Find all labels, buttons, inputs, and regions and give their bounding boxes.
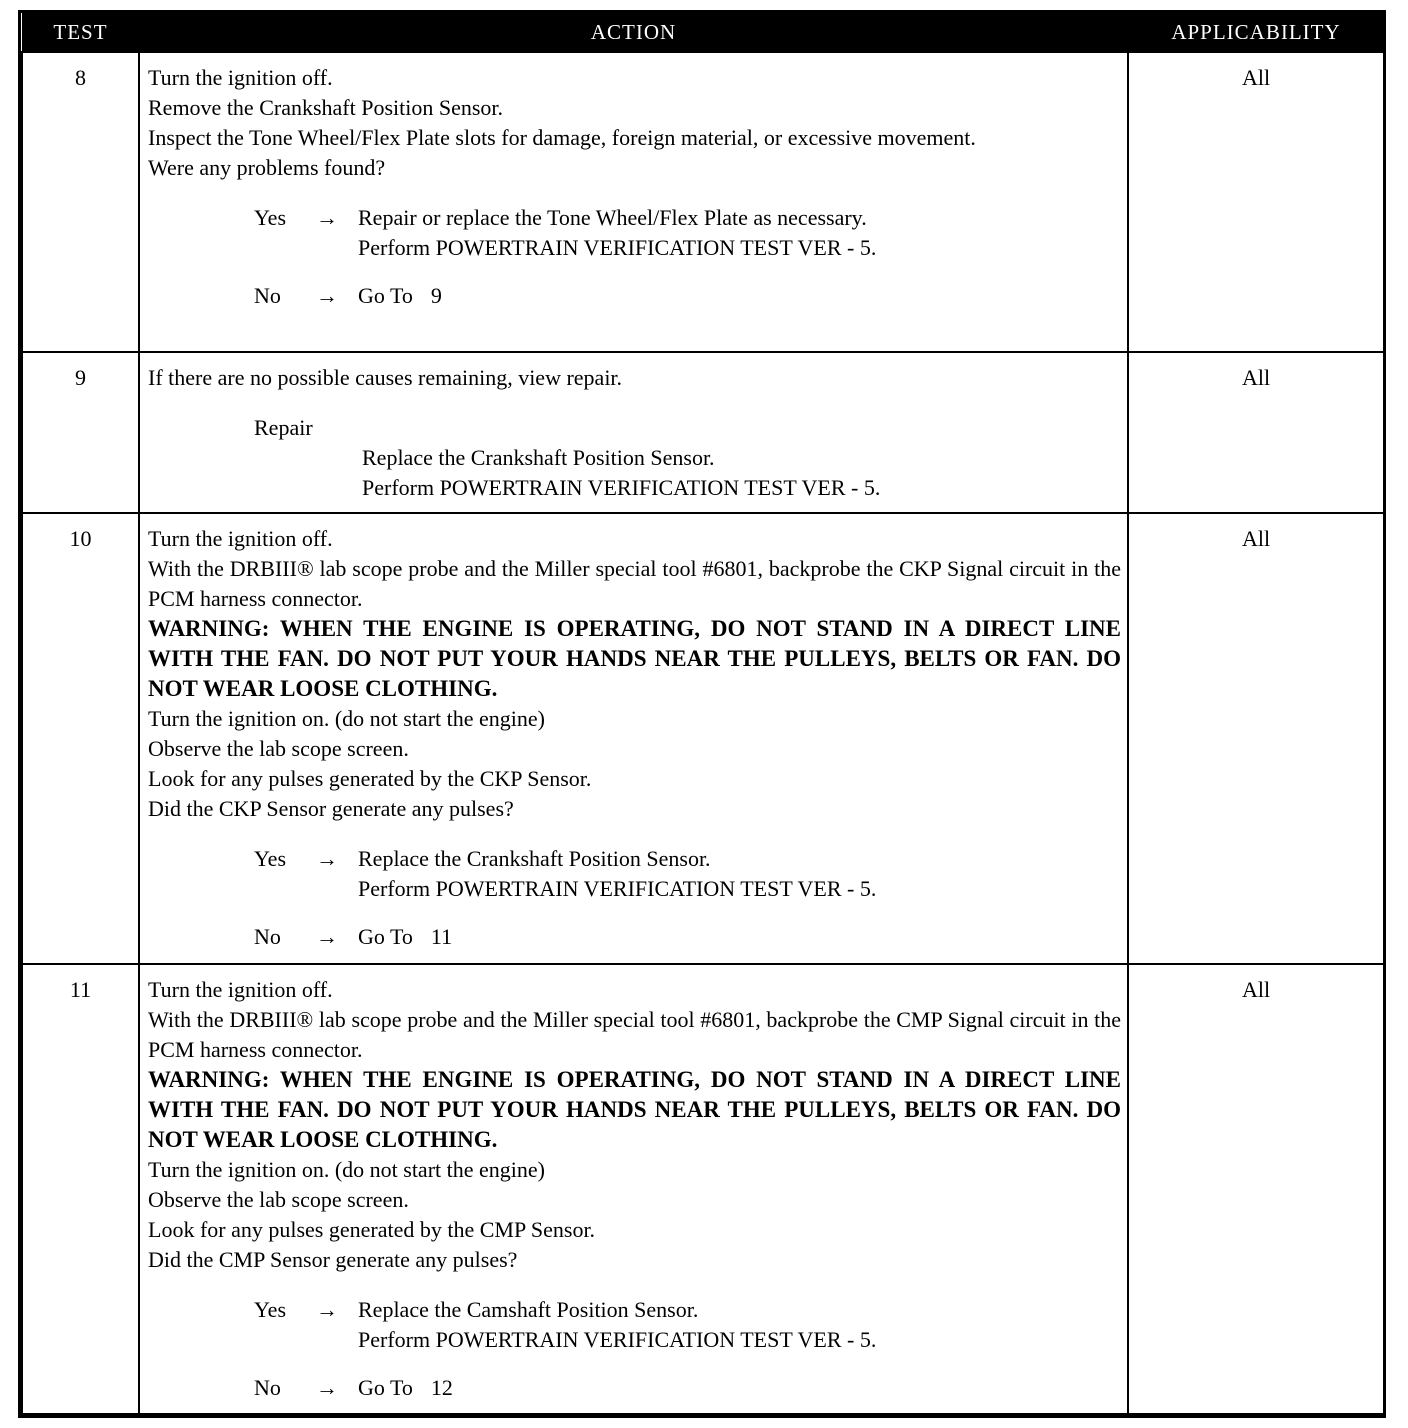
action-line: Observe the lab scope screen. — [148, 736, 409, 761]
test-number: 10 — [22, 513, 139, 964]
action-cell — [139, 964, 1128, 1414]
result-label: No — [254, 924, 281, 949]
test-number: 9 — [22, 352, 139, 513]
action-line: Did the CMP Sensor generate any pulses? — [148, 1247, 518, 1272]
result-step: Perform POWERTRAIN VERIFICATION TEST VER - 5. — [358, 1327, 877, 1352]
applicability-value: All — [1128, 52, 1384, 352]
test-number: 11 — [22, 964, 139, 1414]
result-body — [358, 844, 1121, 904]
action-cell — [139, 52, 1128, 352]
goto-text: Go To — [358, 283, 413, 308]
result-body — [358, 922, 1121, 952]
repair-label: Repair — [254, 415, 313, 440]
table-header — [22, 13, 1384, 52]
header-applicability: APPLICABILITY — [1128, 13, 1384, 52]
result-yes — [254, 203, 1121, 263]
action-cell — [139, 352, 1128, 513]
goto-number: 9 — [430, 283, 442, 308]
action-line: Look for any pulses generated by the CMP Sensor. — [148, 1217, 596, 1242]
action-cell — [139, 513, 1128, 964]
repair-block — [254, 413, 1121, 503]
result-label: No — [254, 1375, 281, 1400]
result-label: Yes — [254, 846, 287, 871]
result-step: Perform POWERTRAIN VERIFICATION TEST VER - 5. — [358, 235, 877, 260]
table-row — [22, 52, 1384, 352]
action-line: Turn the ignition off. — [148, 977, 333, 1002]
applicability-value: All — [1128, 964, 1384, 1414]
header-test: TEST — [22, 13, 139, 52]
result-body — [358, 203, 1121, 263]
result-step: Replace the Crankshaft Position Sensor. — [358, 846, 711, 871]
action-line: Turn the ignition on. (do not start the engine) — [148, 706, 545, 731]
result-yes — [254, 844, 1121, 904]
goto-text: Go To — [358, 1375, 413, 1400]
right-arrow-icon: → — [316, 205, 338, 230]
action-line: Remove the Crankshaft Position Sensor. — [148, 95, 504, 120]
repair-steps — [362, 443, 1121, 503]
warning-text: WARNING: WHEN THE ENGINE IS OPERATING, DO NOT STAND IN A DIRECT LINE WITH THE FAN. DO NOT PUT YOUR HANDS NEAR THE PULLEYS, BELTS OR FAN. DO NOT WEAR LOOSE CLOTHING. — [148, 1067, 1121, 1152]
result-yes — [254, 1295, 1121, 1355]
right-arrow-icon: → — [316, 283, 338, 308]
result-label: Yes — [254, 1297, 287, 1322]
action-line: Were any problems found? — [148, 155, 386, 180]
table-row — [22, 513, 1384, 964]
goto-number: 11 — [430, 924, 453, 949]
action-line: If there are no possible causes remaining, view repair. — [148, 365, 623, 390]
repair-step: Perform POWERTRAIN VERIFICATION TEST VER - 5. — [362, 475, 881, 500]
table-row — [22, 352, 1384, 513]
action-line: Look for any pulses generated by the CKP Sensor. — [148, 766, 592, 791]
action-line: Turn the ignition off. — [148, 65, 333, 90]
diagnostic-test-sheet — [18, 10, 1386, 1418]
result-no — [254, 922, 1121, 952]
action-line: Did the CKP Sensor generate any pulses? — [148, 796, 514, 821]
diagnostic-table — [21, 13, 1385, 1415]
action-line: Observe the lab scope screen. — [148, 1187, 409, 1212]
action-line: Turn the ignition on. (do not start the engine) — [148, 1157, 545, 1182]
table-row — [22, 964, 1384, 1414]
applicability-value: All — [1128, 513, 1384, 964]
result-step: Replace the Camshaft Position Sensor. — [358, 1297, 699, 1322]
warning-text: WARNING: WHEN THE ENGINE IS OPERATING, DO NOT STAND IN A DIRECT LINE WITH THE FAN. DO NOT PUT YOUR HANDS NEAR THE PULLEYS, BELTS OR FAN. DO NOT WEAR LOOSE CLOTHING. — [148, 616, 1121, 701]
result-no — [254, 281, 1121, 311]
result-body — [358, 1295, 1121, 1355]
result-label: Yes — [254, 205, 287, 230]
result-body — [358, 281, 1121, 311]
applicability-value: All — [1128, 352, 1384, 513]
right-arrow-icon: → — [316, 846, 338, 871]
repair-step: Replace the Crankshaft Position Sensor. — [362, 445, 715, 470]
result-no — [254, 1373, 1121, 1403]
right-arrow-icon: → — [316, 924, 338, 949]
result-body — [358, 1373, 1121, 1403]
header-action: ACTION — [139, 13, 1128, 52]
result-step: Repair or replace the Tone Wheel/Flex Plate as necessary. — [358, 205, 867, 230]
test-number: 8 — [22, 52, 139, 352]
result-step: Perform POWERTRAIN VERIFICATION TEST VER - 5. — [358, 876, 877, 901]
goto-text: Go To — [358, 924, 413, 949]
action-line: Turn the ignition off. — [148, 526, 333, 551]
action-line: With the DRBIII® lab scope probe and the Miller special tool #6801, backprobe the CMP Signal circuit in the PCM harness connector. — [148, 1007, 1121, 1062]
goto-number: 12 — [430, 1375, 453, 1400]
action-line: With the DRBIII® lab scope probe and the Miller special tool #6801, backprobe the CKP Signal circuit in the PCM harness connector. — [148, 556, 1121, 611]
result-label: No — [254, 283, 281, 308]
right-arrow-icon: → — [316, 1297, 338, 1322]
right-arrow-icon: → — [316, 1375, 338, 1400]
action-line: Inspect the Tone Wheel/Flex Plate slots for damage, foreign material, or excessive movement. — [148, 125, 976, 150]
